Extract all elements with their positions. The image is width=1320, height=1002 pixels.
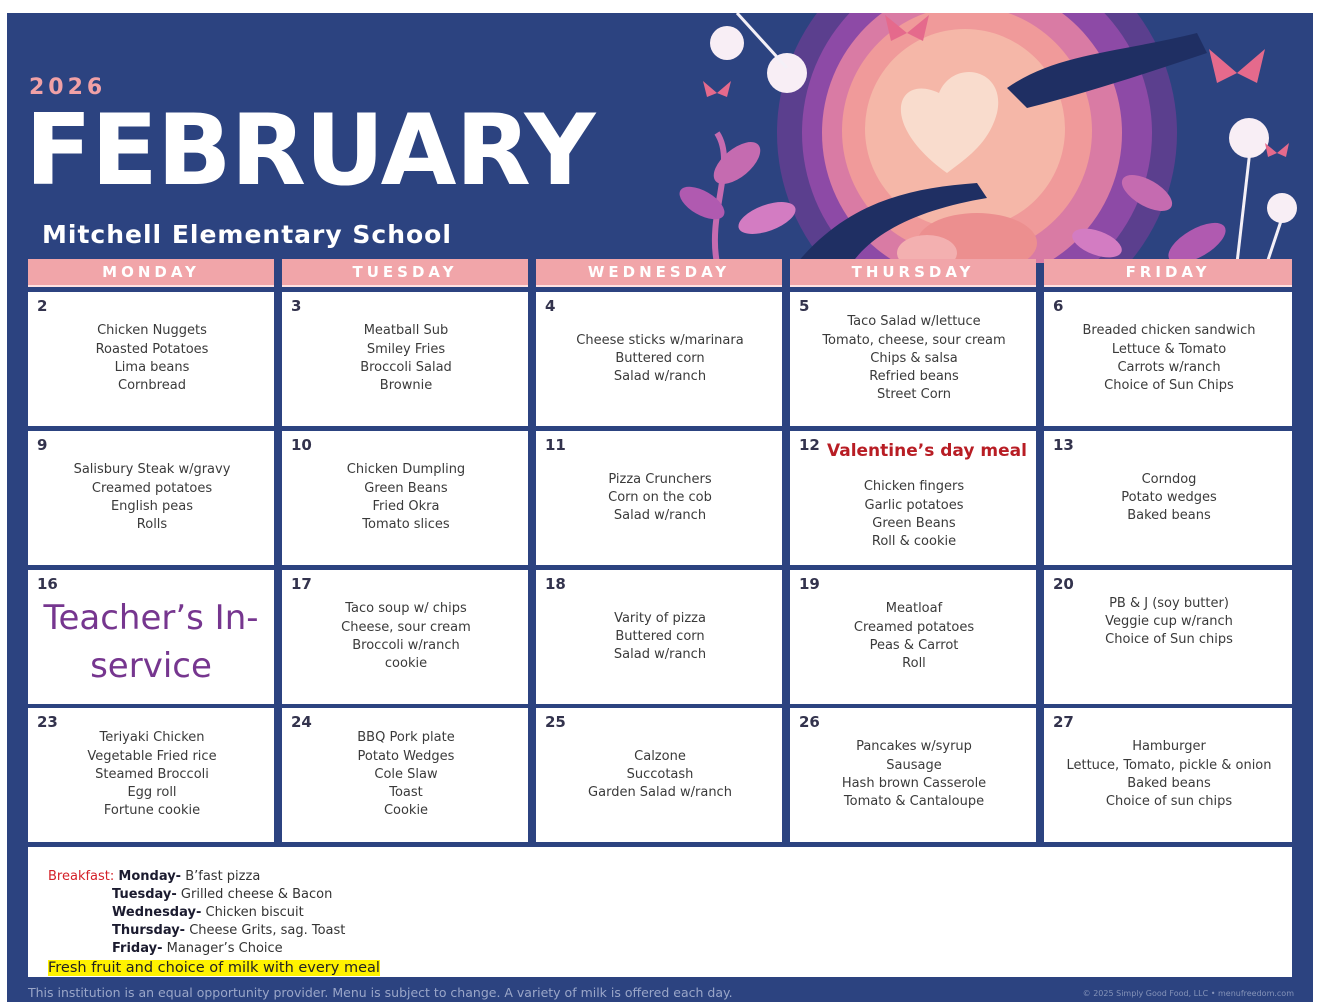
- menu-item: Smiley Fries: [366, 341, 446, 357]
- day-cell: [790, 292, 1036, 426]
- date-number: 12: [799, 436, 820, 454]
- menu-item: Cole Slaw: [374, 766, 438, 782]
- menu-item: PB & J (soy butter): [1109, 595, 1229, 611]
- day-cell: [282, 708, 528, 842]
- menu-item: English peas: [110, 499, 194, 514]
- breakfast-item: Chicken biscuit: [201, 905, 304, 920]
- highlighted-note: Fresh fruit and choice of milk with every meal: [48, 960, 380, 976]
- menu-item: Buttered corn: [615, 628, 705, 644]
- year-label: 2026: [29, 75, 107, 100]
- menu-item: Corndog: [1141, 471, 1197, 487]
- menu-items: [544, 431, 776, 565]
- menu-item: Meatball Sub: [363, 323, 449, 339]
- menu-items: [544, 570, 776, 704]
- menu-item: Hash brown Casserole: [841, 776, 987, 791]
- day-header-wednesday: WEDNESDAY: [536, 259, 782, 287]
- menu-items: [290, 570, 522, 704]
- menu-item: Pizza Crunchers: [608, 471, 712, 487]
- menu-item: Baked beans: [1127, 508, 1211, 524]
- menu-item: Steamed Broccoli: [95, 766, 209, 782]
- menu-item: Potato wedges: [1121, 489, 1217, 505]
- menu-item: Rolls: [136, 517, 168, 533]
- menu-item: Lima beans: [114, 360, 190, 375]
- date-number: 25: [545, 713, 566, 731]
- menu-items: [1052, 431, 1286, 565]
- day-cell: [536, 431, 782, 565]
- breakfast-day: Wednesday-: [112, 905, 202, 920]
- menu-item: Buttered corn: [615, 350, 705, 366]
- menu-item: Taco Salad w/lettuce: [847, 314, 981, 330]
- breakfast-notes: [28, 847, 1292, 977]
- day-cell: [28, 708, 274, 842]
- menu-item: Salad w/ranch: [613, 647, 707, 663]
- menu-item: Cheese, sour cream: [341, 619, 471, 635]
- menu-item: Creamed potatoes: [91, 480, 213, 496]
- date-number: 17: [291, 575, 312, 593]
- menu-items: [290, 431, 522, 565]
- menu-item: Cheese sticks w/marinara: [576, 332, 744, 348]
- date-number: 26: [799, 713, 820, 731]
- menu-items: [36, 708, 268, 842]
- day-cell: [536, 570, 782, 704]
- menu-items: [544, 292, 776, 426]
- day-cell: [1044, 431, 1292, 565]
- day-header-thursday: THURSDAY: [790, 259, 1036, 287]
- menu-items: [1052, 570, 1286, 674]
- menu-item: Choice of sun chips: [1105, 794, 1233, 810]
- day-cell: [536, 708, 782, 842]
- month-title: FEBRUARY: [25, 94, 595, 208]
- day-cell: [282, 570, 528, 704]
- menu-items: [36, 431, 268, 565]
- menu-item: Lettuce, Tomato, pickle & onion: [1066, 757, 1272, 773]
- day-cell-inservice: [28, 570, 274, 704]
- date-number: 19: [799, 575, 820, 593]
- menu-item: Salisbury Steak w/gravy: [73, 462, 231, 478]
- breakfast-line: [112, 886, 332, 904]
- calendar-page: [7, 13, 1313, 1002]
- breakfast-day: Monday-: [118, 869, 182, 884]
- menu-items: [1052, 292, 1286, 426]
- menu-item: Sausage: [886, 757, 942, 773]
- day-cell: [28, 292, 274, 426]
- menu-item: cookie: [384, 656, 428, 672]
- breakfast-line: [112, 904, 304, 922]
- date-number: 24: [291, 713, 312, 731]
- menu-item: Street Corn: [876, 387, 952, 403]
- menu-item: Calzone: [634, 748, 686, 764]
- menu-item: Vegetable Fried rice: [87, 748, 217, 764]
- menu-item: Veggie cup w/ranch: [1105, 613, 1233, 629]
- day-header-friday: FRIDAY: [1044, 259, 1292, 287]
- menu-item: Potato Wedges: [357, 748, 455, 764]
- footer-disclaimer: This institution is an equal opportunity provider. Menu is subject to change. A variety of milk is offered each day.: [28, 985, 733, 1000]
- day-cell-valentines: [790, 431, 1036, 565]
- menu-item: Taco soup w/ chips: [345, 601, 467, 617]
- menu-item: Choice of Sun chips: [1105, 632, 1233, 648]
- menu-items: [36, 292, 268, 426]
- menu-item: Roll: [902, 656, 926, 672]
- day-cell: [282, 292, 528, 426]
- day-cell: [1044, 570, 1292, 704]
- menu-item: Baked beans: [1127, 776, 1211, 791]
- menu-item: Roasted Potatoes: [95, 341, 209, 357]
- menu-item: Meatloaf: [885, 601, 943, 617]
- menu-item: Chicken Nuggets: [97, 323, 207, 339]
- day-cell: [790, 570, 1036, 704]
- menu-item: Fried Okra: [372, 499, 440, 514]
- menu-item: Tomato & Cantaloupe: [843, 794, 985, 810]
- menu-item: Carrots w/ranch: [1117, 360, 1221, 375]
- breakfast-line: [112, 940, 283, 958]
- day-cell: [536, 292, 782, 426]
- breakfast-item: B’fast pizza: [181, 869, 261, 884]
- menu-item: Brownie: [379, 378, 433, 394]
- menu-item: BBQ Pork plate: [357, 730, 455, 746]
- menu-items: [798, 708, 1030, 842]
- menu-item: Corn on the cob: [608, 489, 712, 505]
- date-number: 20: [1053, 575, 1074, 593]
- menu-item: Fortune cookie: [103, 803, 201, 819]
- day-header-monday: MONDAY: [28, 259, 274, 287]
- menu-item: Broccoli w/ranch: [352, 638, 460, 653]
- date-number: 18: [545, 575, 566, 593]
- breakfast-label: Breakfast:: [48, 869, 115, 884]
- menu-item: Garlic potatoes: [864, 497, 964, 513]
- menu-item: Egg roll: [127, 785, 177, 801]
- date-number: 2: [37, 297, 48, 315]
- menu-item: Breaded chicken sandwich: [1082, 323, 1256, 339]
- menu-item: Succotash: [626, 766, 694, 782]
- breakfast-item: Grilled cheese & Bacon: [176, 887, 333, 902]
- date-number: 10: [291, 436, 312, 454]
- milk-note: [48, 959, 380, 978]
- menu-item: Toast: [389, 785, 423, 801]
- menu-item: Cornbread: [118, 378, 186, 394]
- breakfast-line: [112, 922, 345, 940]
- menu-item: Green Beans: [364, 480, 448, 496]
- day-header-tuesday: TUESDAY: [282, 259, 528, 287]
- menu-item: Creamed potatoes: [853, 619, 975, 635]
- date-number: 5: [799, 297, 810, 315]
- date-number: 16: [37, 575, 58, 593]
- menu-item: Salad w/ranch: [613, 508, 707, 524]
- breakfast-line: [48, 868, 260, 886]
- menu-item: Roll & cookie: [871, 534, 957, 550]
- day-cell: [790, 708, 1036, 842]
- menu-item: Teriyaki Chicken: [99, 730, 205, 746]
- day-cell: [28, 431, 274, 565]
- menu-item: Salad w/ranch: [613, 369, 707, 385]
- menu-item: Chips & salsa: [870, 350, 958, 366]
- breakfast-item: Cheese Grits, sag. Toast: [185, 923, 346, 938]
- menu-item: Garden Salad w/ranch: [588, 785, 732, 801]
- menu-item: Chicken fingers: [863, 479, 965, 495]
- day-cell: [1044, 292, 1292, 426]
- day-cell: [1044, 708, 1292, 842]
- menu-item: Chicken Dumpling: [346, 462, 466, 478]
- valentine-illustration: [677, 13, 1313, 263]
- menu-item: Tomato slices: [362, 517, 450, 533]
- menu-items: [290, 292, 522, 426]
- menu-item: Green Beans: [872, 516, 956, 531]
- menu-items: [798, 465, 1030, 565]
- menu-items: [1052, 708, 1286, 842]
- date-number: 11: [545, 436, 566, 454]
- copyright: © 2025 Simply Good Food, LLC • menufreedom.com: [1082, 989, 1294, 998]
- breakfast-day: Tuesday-: [112, 887, 177, 902]
- inservice-note: Teacher’s In-service: [43, 598, 259, 686]
- menu-item: Peas & Carrot: [869, 638, 959, 653]
- menu-items: [798, 570, 1030, 704]
- date-number: 4: [545, 297, 556, 315]
- menu-items: [798, 292, 1030, 426]
- menu-item: Cookie: [383, 803, 429, 819]
- menu-item: Lettuce & Tomato: [1111, 341, 1227, 357]
- date-number: 9: [37, 436, 48, 454]
- menu-item: Broccoli Salad: [360, 360, 452, 375]
- breakfast-day: Thursday-: [112, 923, 186, 938]
- menu-item: Varity of pizza: [614, 610, 706, 626]
- menu-items: [290, 708, 522, 842]
- breakfast-day: Friday-: [112, 941, 163, 956]
- menu-item: Pancakes w/syrup: [856, 739, 972, 755]
- menu-item: Hamburger: [1132, 739, 1206, 755]
- special-meal-title: Valentine’s day meal: [827, 441, 1027, 461]
- menu-items: [544, 708, 776, 842]
- date-number: 13: [1053, 436, 1074, 454]
- date-number: 23: [37, 713, 58, 731]
- menu-item: Choice of Sun Chips: [1104, 378, 1234, 394]
- breakfast-item: Manager’s Choice: [162, 941, 283, 956]
- school-name: Mitchell Elementary School: [42, 220, 452, 249]
- menu-item: Refried beans: [869, 369, 959, 385]
- date-number: 6: [1053, 297, 1064, 315]
- menu-item: Tomato, cheese, sour cream: [822, 332, 1006, 348]
- date-number: 27: [1053, 713, 1074, 731]
- day-cell: [282, 431, 528, 565]
- date-number: 3: [291, 297, 302, 315]
